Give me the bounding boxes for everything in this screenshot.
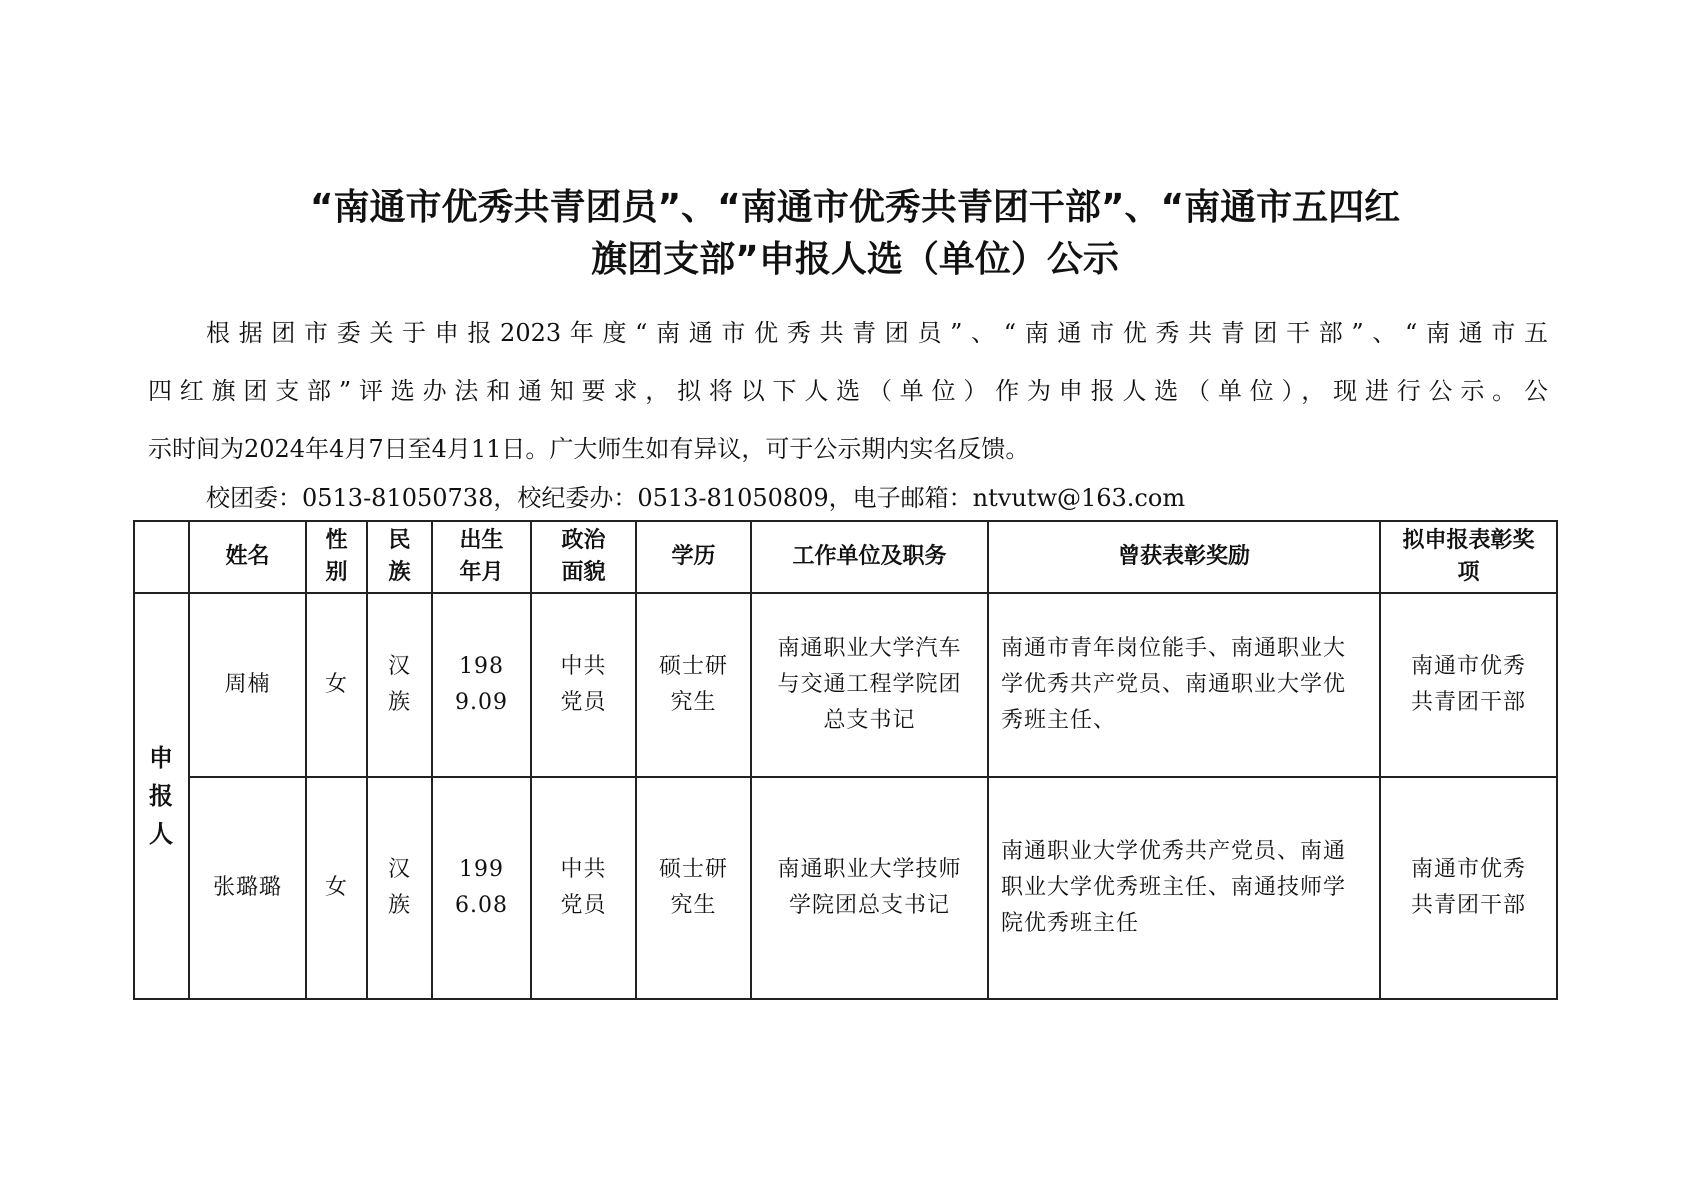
header-birth: 出生年月 [432, 521, 531, 593]
cell-gender: 女 [306, 593, 367, 777]
intro-line-2: 四红旗团支部”评选办法和通知要求，拟将以下人选（单位）作为申报人选（单位），现进行公示。公 [148, 377, 1548, 405]
cell-award: 南通市优秀共青团干部 [1380, 777, 1557, 999]
intro-line-3: 示时间为2024年4月7日至4月11日。广大师生如有异议，可于公示期内实名反馈。 [148, 435, 1030, 463]
cell-ethnicity: 汉族 [367, 593, 432, 777]
cell-politics: 中共党员 [531, 593, 636, 777]
header-gender: 性别 [306, 521, 367, 593]
cell-workplace: 南通职业大学技师学院团总支书记 [751, 777, 988, 999]
nominee-table [133, 520, 1558, 1000]
header-education: 学历 [636, 521, 751, 593]
header-name: 姓名 [189, 521, 306, 593]
title-line-2: 旗团支部”申报人选（单位）公示 [591, 239, 1119, 280]
contact-info: 校团委：0513-81050738，校纪委办：0513-81050809，电子邮箱：ntvutw@163.com [206, 484, 1186, 512]
header-workplace: 工作单位及职务 [751, 521, 988, 593]
header-award: 拟申报表彰奖项 [1380, 521, 1557, 593]
cell-education: 硕士研究生 [636, 593, 751, 777]
title-line-1: “南通市优秀共青团员”、“南通市优秀共青团干部”、“南通市五四红 [309, 187, 1401, 228]
header-honors: 曾获表彰奖励 [988, 521, 1380, 593]
cell-award: 南通市优秀共青团干部 [1380, 593, 1557, 777]
cell-education: 硕士研究生 [636, 777, 751, 999]
table-row [134, 777, 1557, 999]
cell-birth: 1996.08 [432, 777, 531, 999]
group-label-cell: 申报人 [134, 593, 189, 999]
cell-ethnicity: 汉族 [367, 777, 432, 999]
intro-paragraph [148, 304, 1548, 478]
cell-name: 周楠 [189, 593, 306, 777]
cell-name: 张璐璐 [189, 777, 306, 999]
header-ethnicity: 民族 [367, 521, 432, 593]
header-politics: 政治面貌 [531, 521, 636, 593]
table-row [134, 593, 1557, 777]
intro-line-1: 根据团市委关于申报2023年度“南通市优秀共青团员”、“南通市优秀共青团干部”、“南通市五 [206, 319, 1548, 347]
cell-birth: 1989.09 [432, 593, 531, 777]
cell-politics: 中共党员 [531, 777, 636, 999]
cell-honors: 南通职业大学优秀共产党员、南通职业大学优秀班主任、南通技师学院优秀班主任 [988, 777, 1380, 999]
cell-honors: 南通市青年岗位能手、南通职业大学优秀共产党员、南通职业大学优秀班主任、 [988, 593, 1380, 777]
cell-gender: 女 [306, 777, 367, 999]
cell-workplace: 南通职业大学汽车与交通工程学院团总支书记 [751, 593, 988, 777]
document-title [160, 182, 1550, 286]
table-header-row [134, 521, 1557, 593]
header-group [134, 521, 189, 593]
